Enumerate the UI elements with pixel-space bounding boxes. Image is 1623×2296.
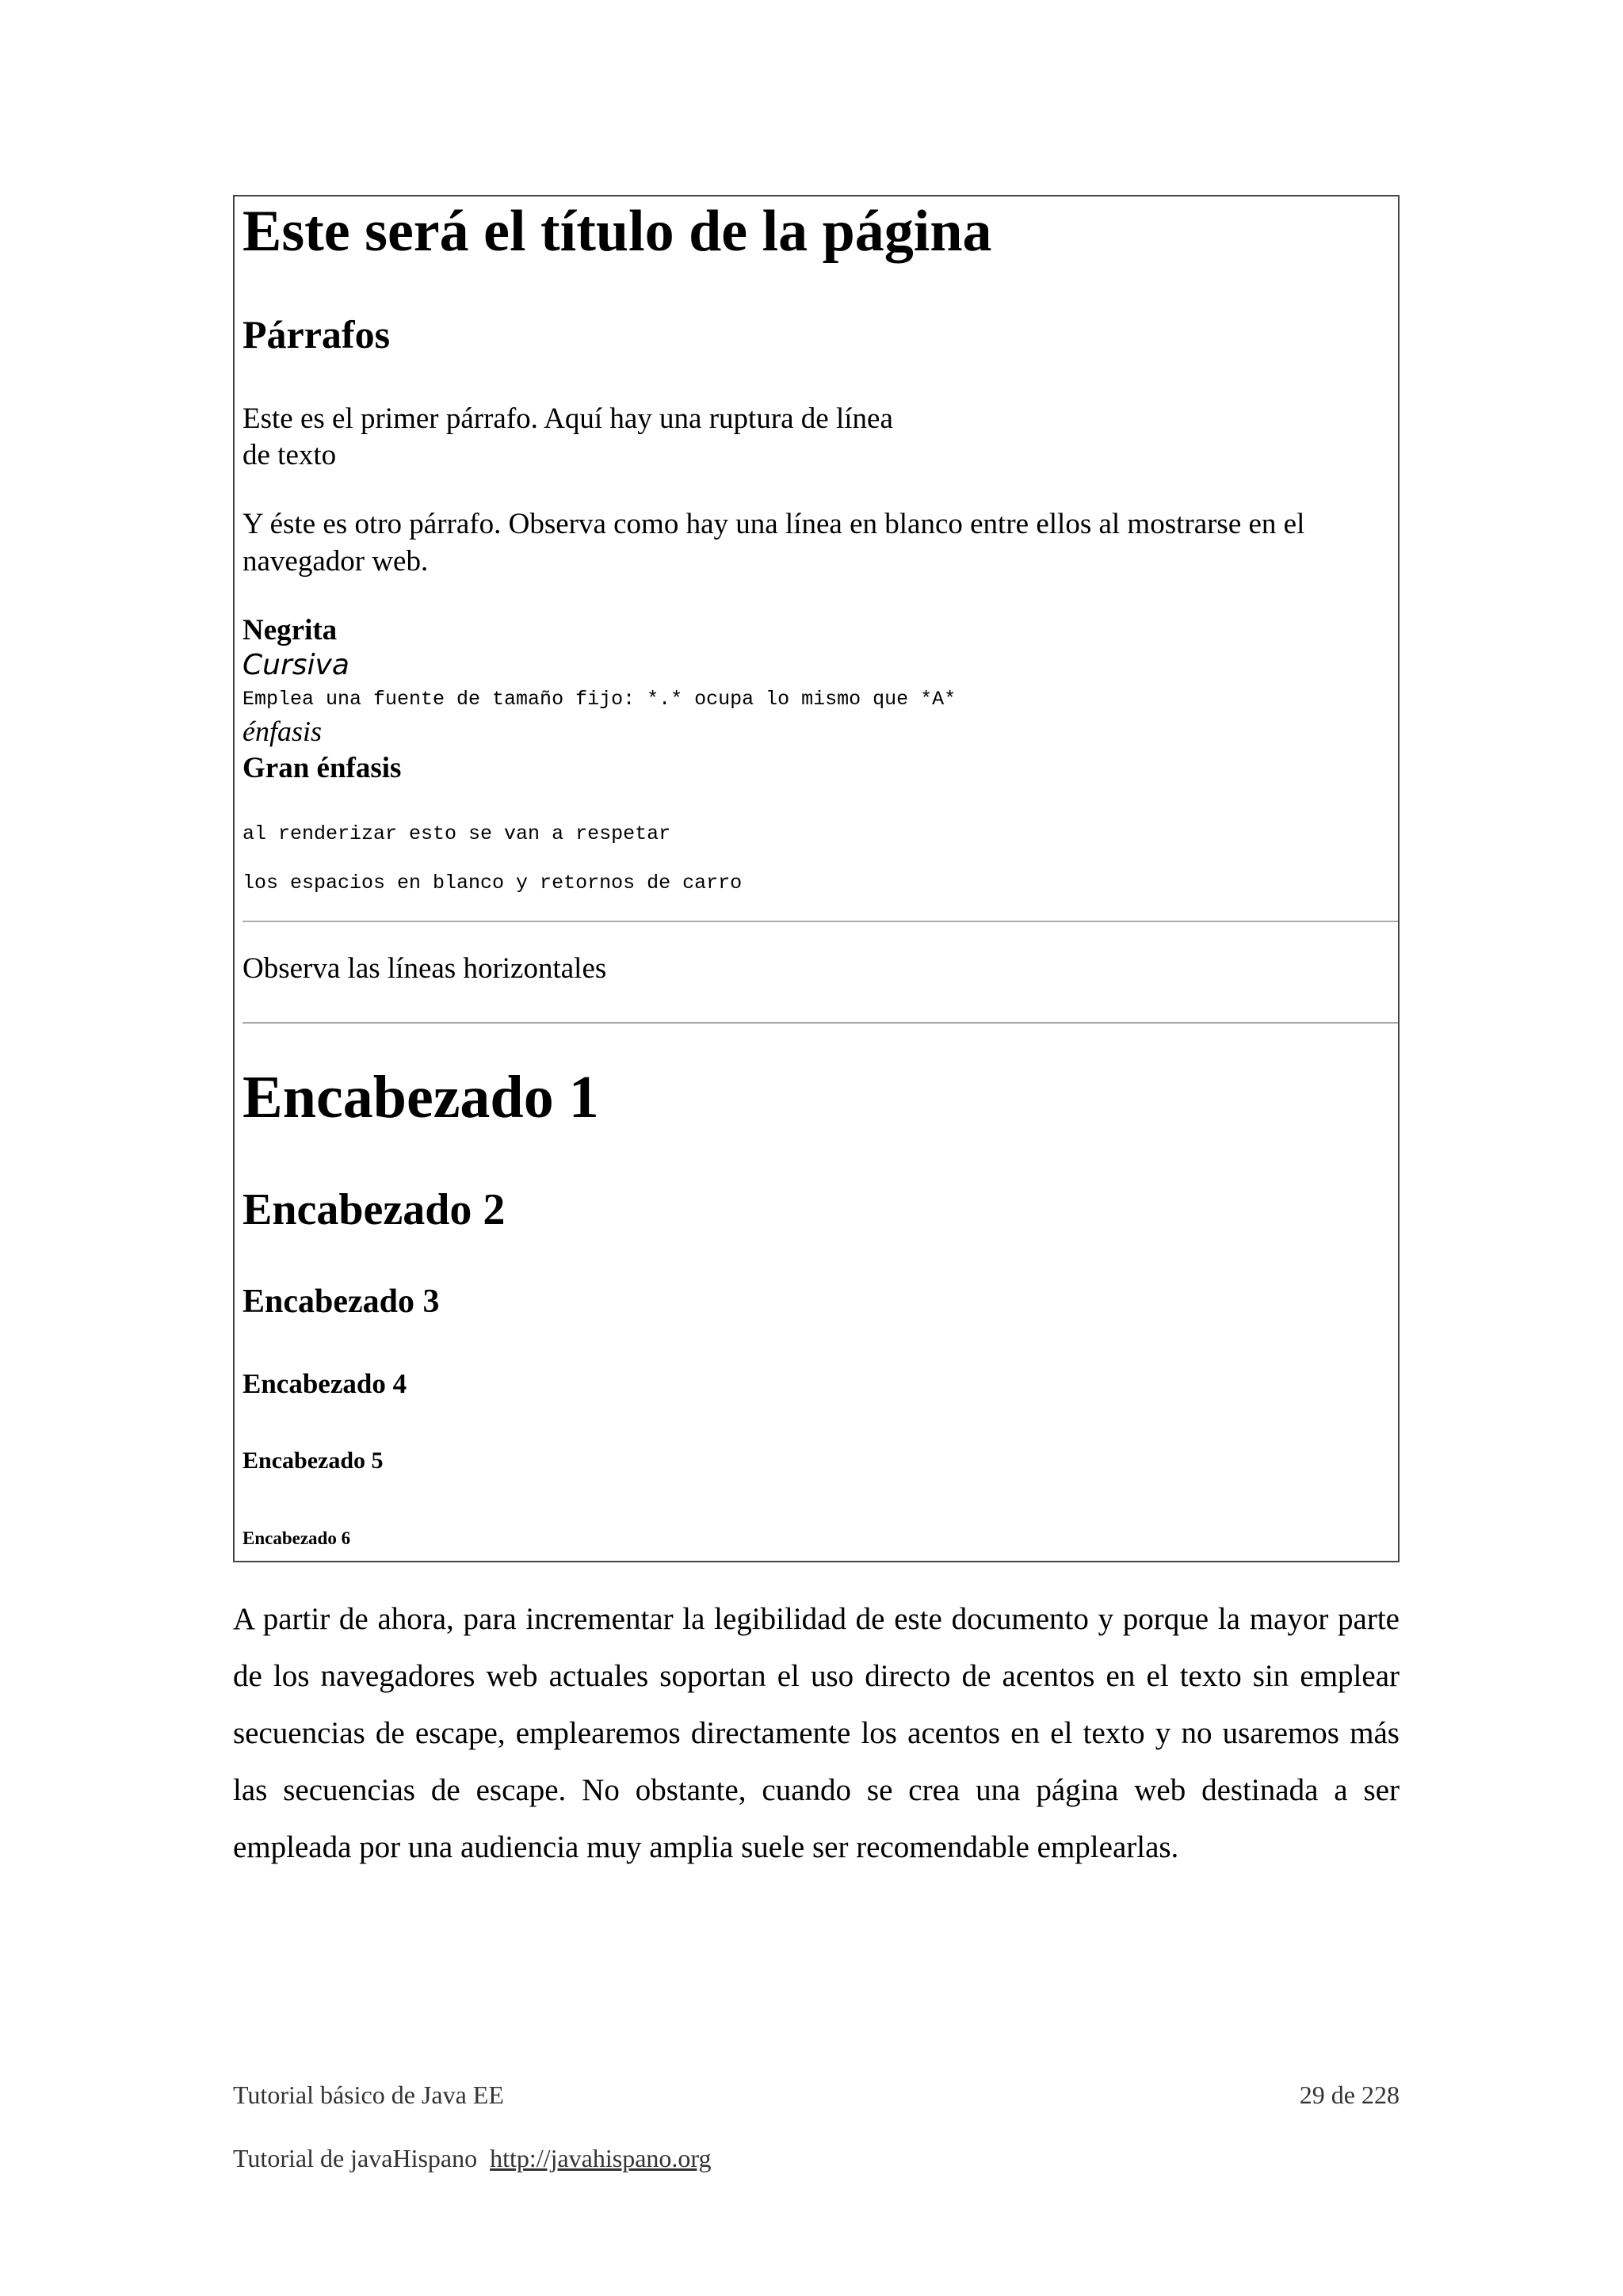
heading-level-2: Encabezado 2 bbox=[242, 1185, 506, 1234]
heading-level-5: Encabezado 5 bbox=[242, 1447, 384, 1474]
hr-note: Observa las líneas horizontales bbox=[242, 952, 607, 985]
paragraph-1-line-1: Este es el primer párrafo. Aquí hay una ruptura de línea bbox=[242, 402, 893, 435]
footer-credit-text: Tutorial de javaHispano bbox=[233, 2144, 478, 2172]
preformatted-line-1: al renderizar esto se van a respetar bbox=[242, 822, 671, 845]
monospace-text: Emplea una fuente de tamaño fijo: *.* ocupa lo mismo que *A* bbox=[242, 688, 957, 711]
horizontal-rule bbox=[242, 921, 1398, 922]
heading-level-1: Encabezado 1 bbox=[242, 1064, 599, 1131]
paragraph-2: Y éste es otro párrafo. Observa como hay una línea en blanco entre ellos al mostrarse en el navegador web. bbox=[242, 508, 1305, 578]
heading-level-6: Encabezado 6 bbox=[242, 1528, 351, 1548]
strong-text: Gran énfasis bbox=[242, 752, 402, 784]
footer-page-number: 29 de 228 bbox=[1299, 2081, 1400, 2109]
horizontal-rule bbox=[242, 1022, 1398, 1024]
html-render-screenshot bbox=[233, 195, 1400, 1562]
heading-parrafos: Párrafos bbox=[242, 312, 391, 357]
page-title: Este será el título de la página bbox=[242, 199, 992, 264]
footer-credit bbox=[233, 2144, 711, 2173]
heading-level-3: Encabezado 3 bbox=[242, 1283, 440, 1320]
footer-doc-title: Tutorial básico de Java EE bbox=[233, 2081, 504, 2109]
emphasis-text: énfasis bbox=[242, 715, 323, 747]
bold-text: Negrita bbox=[242, 614, 338, 646]
heading-level-4: Encabezado 4 bbox=[242, 1368, 407, 1399]
footer-link[interactable]: http://javahispano.org bbox=[490, 2144, 712, 2172]
italic-text: Cursiva bbox=[242, 649, 349, 681]
preformatted-line-2: los espacios en blanco y retornos de carro bbox=[242, 871, 743, 894]
paragraph-1-line-2: de texto bbox=[242, 439, 337, 471]
body-paragraph: A partir de ahora, para incrementar la legibilidad de este documento y porque la mayor parte de los navegadores web actuales soportan el uso directo de acentos en el texto sin emplear secuencias de escape, emplearemos directamente los acentos en el texto y no usaremos más las secuencias de escape. No obstante, cuando se crea una página web destinada a ser empleada por una audiencia muy amplia suele ser recomendable emplearlas. bbox=[233, 1602, 1400, 1864]
